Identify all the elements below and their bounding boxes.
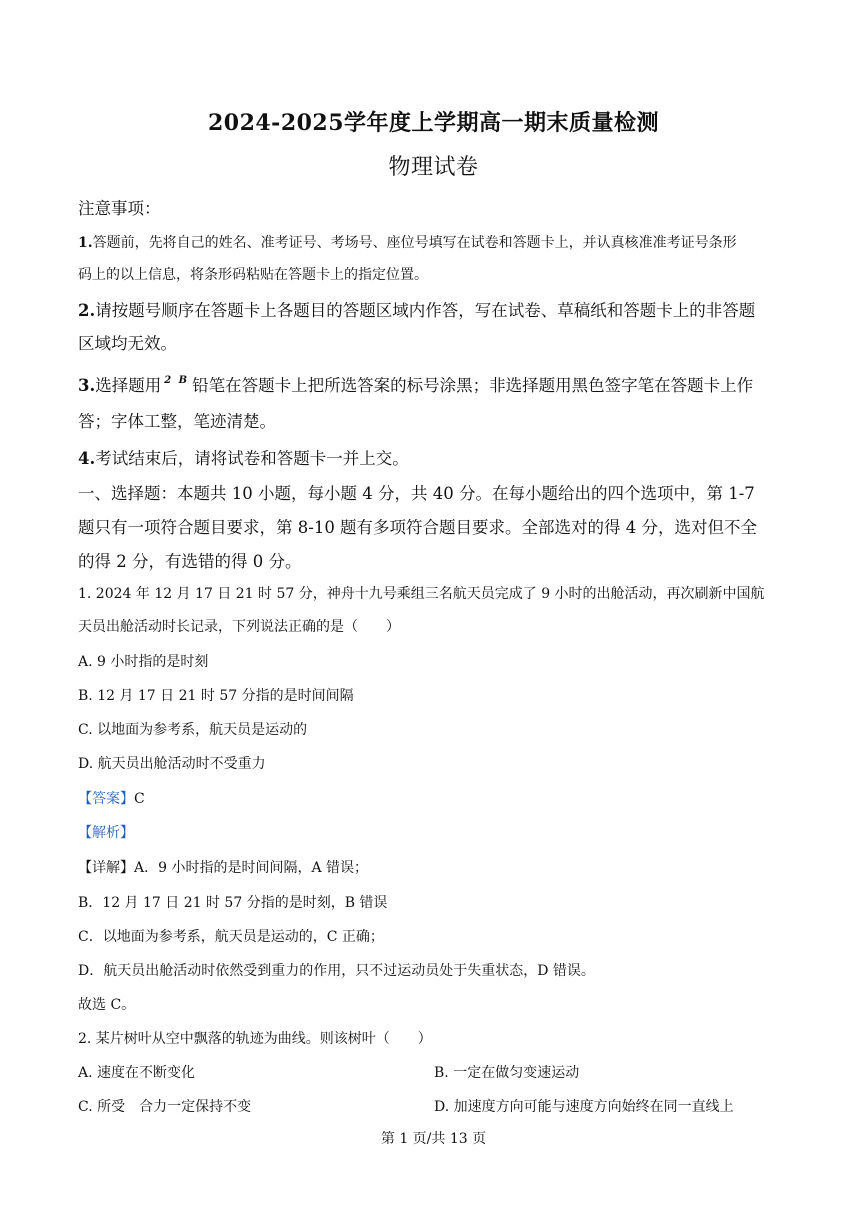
answer-value: C	[134, 791, 145, 807]
question-1-answer	[78, 788, 794, 808]
notice-item-4	[78, 445, 794, 469]
question-2-option-c: C. 所受 合力一定保持不变	[78, 1099, 252, 1115]
section-1-instructions-line-3: 的得 2 分，有选错的得 0 分。	[78, 552, 302, 571]
question-2-option-a: A. 速度在不断变化	[78, 1065, 196, 1081]
notice-item-4-line-1: 考试结束后，请将试卷和答题卡一并上交。	[95, 449, 409, 468]
detail-label: 【详解】	[78, 860, 134, 876]
question-1-detail-a	[78, 857, 794, 877]
section-1-instructions-line-1: 一、选择题：本题共 10 小题，每小题 4 分，共 40 分。在每小题给出的四个选项中，第 1-7	[78, 484, 755, 503]
notice-item-2-number: 2.	[78, 301, 96, 320]
notice-item-3-post: 铅笔在答题卡上把所选答案的标号涂黑；非选择题用黑色签字笔在答题卡上作	[192, 376, 754, 395]
question-2-stem: 2. 某片树叶从空中飘落的轨迹为曲线。则该树叶（ ）	[78, 1031, 432, 1047]
analysis-label: 【解析】	[78, 825, 134, 841]
notice-item-1-number: 1.	[78, 235, 93, 251]
notice-item-3-line-2: 答；字体工整，笔迹清楚。	[78, 412, 276, 431]
notice-item-3-pre: 选择题用	[95, 376, 162, 395]
notice-item-2	[78, 297, 794, 321]
question-1-option-c: C. 以地面为参考系，航天员是运动的	[78, 722, 308, 738]
page-number-footer: 第 1 页/共 13 页	[380, 1131, 487, 1147]
question-1-conclusion: 故选 C。	[78, 997, 136, 1013]
notice-item-2-line-1: 请按题号顺序在答题卡上各题目的答题区域内作答，写在试卷、草稿纸和答题卡上的非答题	[95, 301, 756, 320]
notice-item-1	[78, 232, 794, 252]
question-2-option-b: B. 一定在做匀变速运动	[434, 1065, 580, 1081]
answer-label: 【答案】	[78, 791, 134, 807]
question-2-option-d: D. 加速度方向可能与速度方向始终在同一直线上	[434, 1099, 734, 1115]
notice-item-1-line-1: 答题前，先将自己的姓名、准考证号、考场号、座位号填写在试卷和答题卡上，并认真核准准考证号条形	[92, 235, 737, 251]
question-1-detail-b: B．12 月 17 日 21 时 57 分指的是时刻，B 错误	[78, 895, 388, 911]
page-subtitle: 物理试卷	[388, 155, 479, 180]
notice-item-2-line-2: 区域均无效。	[78, 334, 177, 353]
notice-heading: 注意事项：	[78, 199, 161, 218]
question-1-detail-d: D．航天员出舱活动时依然受到重力的作用，只不过运动员处于失重状态，D 错误。	[78, 963, 595, 979]
notice-item-3-number: 3.	[78, 376, 96, 395]
question-1-option-d: D. 航天员出舱活动时不受重力	[78, 756, 266, 772]
notice-item-4-number: 4.	[78, 449, 96, 468]
notice-item-3	[78, 372, 794, 396]
page-title: 2024-2025学年度上学期高一期末质量检测	[207, 110, 660, 136]
question-1-option-b: B. 12 月 17 日 21 时 57 分指的是时间间隔	[78, 688, 354, 704]
question-1-detail-c: C．以地面为参考系，航天员是运动的，C 正确；	[78, 929, 384, 945]
pencil-grade-label: 2 B	[164, 375, 190, 386]
detail-a-text: A．9 小时指的是时间间隔，A 错误；	[134, 860, 369, 876]
section-1-instructions-line-2: 题只有一项符合题目要求，第 8-10 题有多项符合题目要求。全部选对的得 4 分，选对但不全	[78, 518, 758, 537]
question-1-stem-line-1: 1. 2024 年 12 月 17 日 21 时 57 分，神舟十九号乘组三名航天员完成了 9 小时的出舱活动，再次刷新中国航	[78, 586, 765, 602]
question-1-stem-line-2: 天员出舱活动时长记录，下列说法正确的是（ ）	[78, 619, 400, 635]
question-1-option-a: A. 9 小时指的是时刻	[78, 654, 209, 670]
notice-item-1-line-2: 码上的以上信息，将条形码粘贴在答题卡上的指定位置。	[78, 267, 428, 283]
